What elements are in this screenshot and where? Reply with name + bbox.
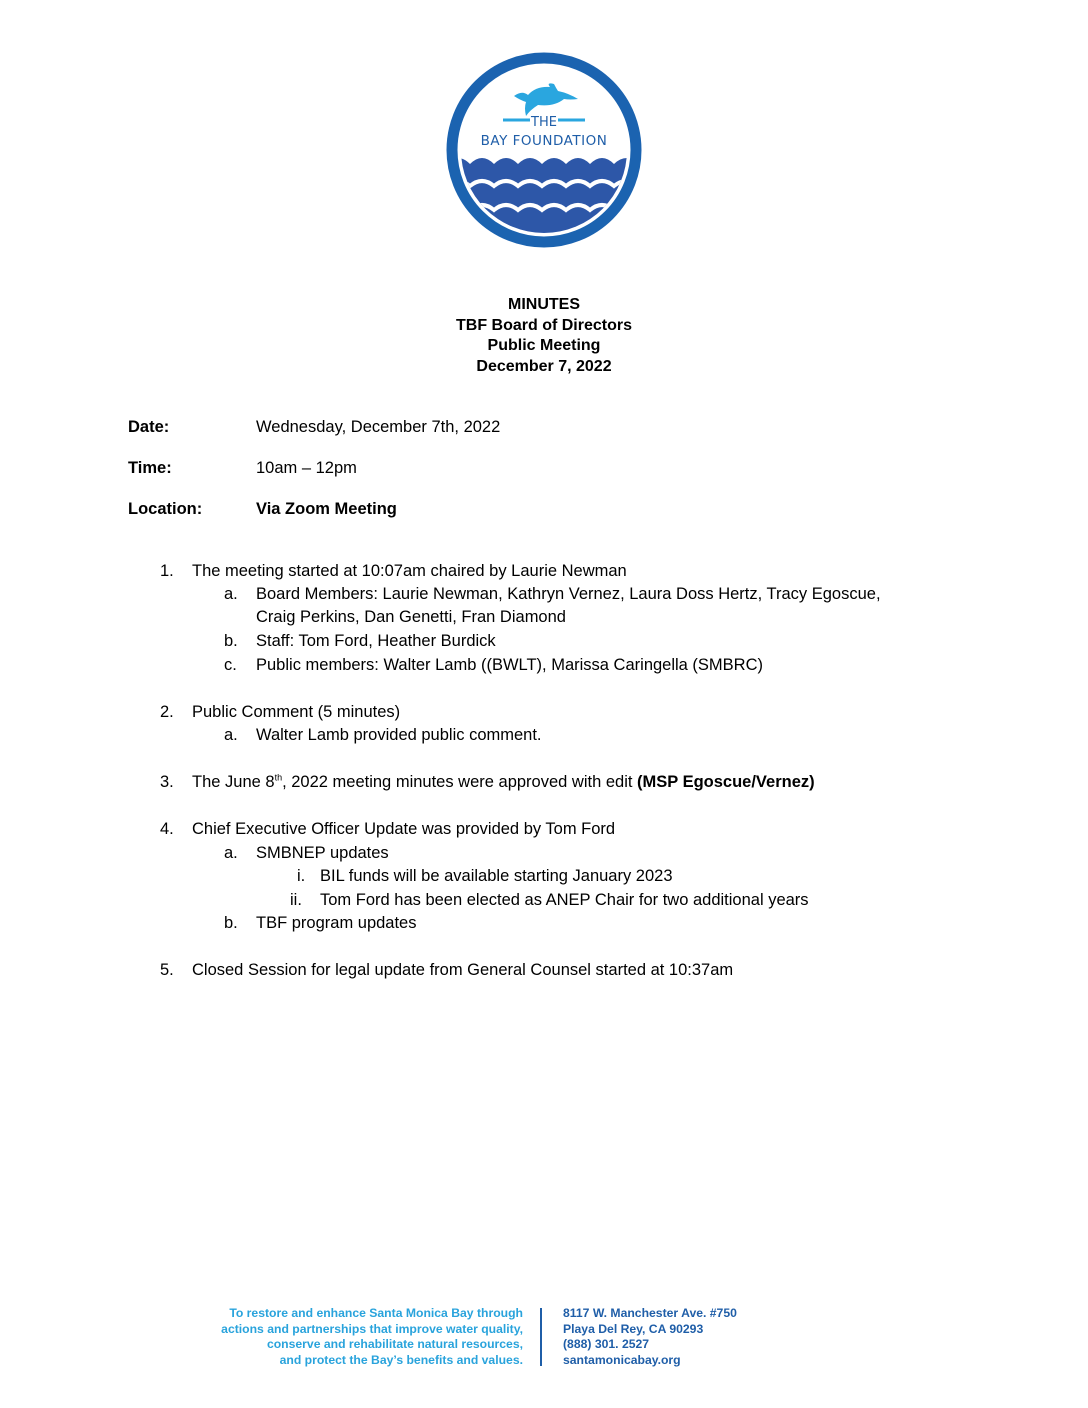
phone-number: (888) 301. 2527 <box>563 1337 650 1351</box>
sub-item-text: Staff: Tom Ford, Heather Burdick <box>256 632 496 650</box>
sub-item-text: Walter Lamb provided public comment. <box>256 726 542 744</box>
mission-line: conserve and rehabilitate natural resources, <box>266 1337 523 1351</box>
item-text: The meeting started at 10:07am chaired by Laurie Newman <box>192 562 627 580</box>
doc-subtitle: TBF Board of Directors <box>455 316 632 334</box>
dolphin-icon <box>514 83 578 116</box>
sub-item-number: b. <box>224 914 238 932</box>
mission-line: To restore and enhance Santa Monica Bay through <box>229 1306 523 1320</box>
doc-meeting-type: Public Meeting <box>487 337 601 354</box>
sub-item-text: SMBNEP updates <box>256 844 389 862</box>
logo-text-name: BAY FOUNDATION <box>480 133 608 149</box>
website-link[interactable]: santamonicabay.org <box>563 1352 681 1367</box>
doc-title: MINUTES <box>508 296 580 313</box>
item-text <box>192 773 815 792</box>
item-number: 3. <box>160 773 174 791</box>
ordinal-suffix: th <box>274 772 283 783</box>
sub-item-number: c. <box>224 656 237 674</box>
item-number: 2. <box>160 703 174 721</box>
sub-item-text: TBF program updates <box>256 914 417 932</box>
item-text: Public Comment (5 minutes) <box>192 703 401 721</box>
sub-item-number: a. <box>224 585 238 603</box>
sub-item-text: Public members: Walter Lamb ((BWLT), Marissa Caringella (SMBRC) <box>256 656 764 674</box>
sub-item-text: Board Members: Laurie Newman, Kathryn Vernez, Laura Doss Hertz, Tracy Egoscue, <box>256 585 881 603</box>
bay-foundation-logo <box>446 52 642 248</box>
mission-line: actions and partnerships that improve water quality, <box>221 1321 523 1336</box>
doc-date: December 7, 2022 <box>476 357 612 375</box>
document-title-block <box>0 295 1088 377</box>
address-street: 8117 W. Manchester Ave. #750 <box>563 1306 737 1320</box>
sub-item-text: Craig Perkins, Dan Genetti, Fran Diamond <box>256 608 566 626</box>
date-value: Wednesday, December 7th, 2022 <box>256 418 501 436</box>
sub-sub-item-text: BIL funds will be available starting January 2023 <box>320 867 673 885</box>
item-text: Chief Executive Officer Update was provided by Tom Ford <box>192 820 616 838</box>
footer-address <box>563 1306 737 1368</box>
sub-sub-item-number: i. <box>297 867 306 885</box>
location-value: Via Zoom Meeting <box>256 500 397 518</box>
sub-sub-item-text: Tom Ford has been elected as ANEP Chair for two additional years <box>320 891 809 909</box>
date-label: Date: <box>128 418 170 436</box>
item-number: 4. <box>160 820 174 838</box>
item-text: Closed Session for legal update from General Counsel started at 10:37am <box>192 961 734 979</box>
location-label: Location: <box>128 500 203 518</box>
sub-item-number: a. <box>224 726 238 744</box>
sub-item-number: a. <box>224 844 238 862</box>
time-label: Time: <box>128 459 172 477</box>
logo-text-the: THE <box>531 115 557 130</box>
item-text-part: The June 8 <box>192 773 275 791</box>
mission-line: and protect the Bay’s benefits and values. <box>279 1352 523 1367</box>
item-text-part: , 2022 meeting minutes were approved with edit <box>282 773 638 791</box>
footer-divider <box>540 1308 542 1366</box>
sub-sub-item-number: ii. <box>290 891 302 909</box>
motion-note: (MSP Egoscue/Vernez) <box>637 773 815 791</box>
item-number: 5. <box>160 961 174 979</box>
footer-mission <box>221 1306 523 1368</box>
item-number: 1. <box>160 562 174 580</box>
address-city: Playa Del Rey, CA 90293 <box>563 1321 704 1336</box>
sub-item-number: b. <box>224 632 238 650</box>
time-value: 10am – 12pm <box>256 459 357 477</box>
